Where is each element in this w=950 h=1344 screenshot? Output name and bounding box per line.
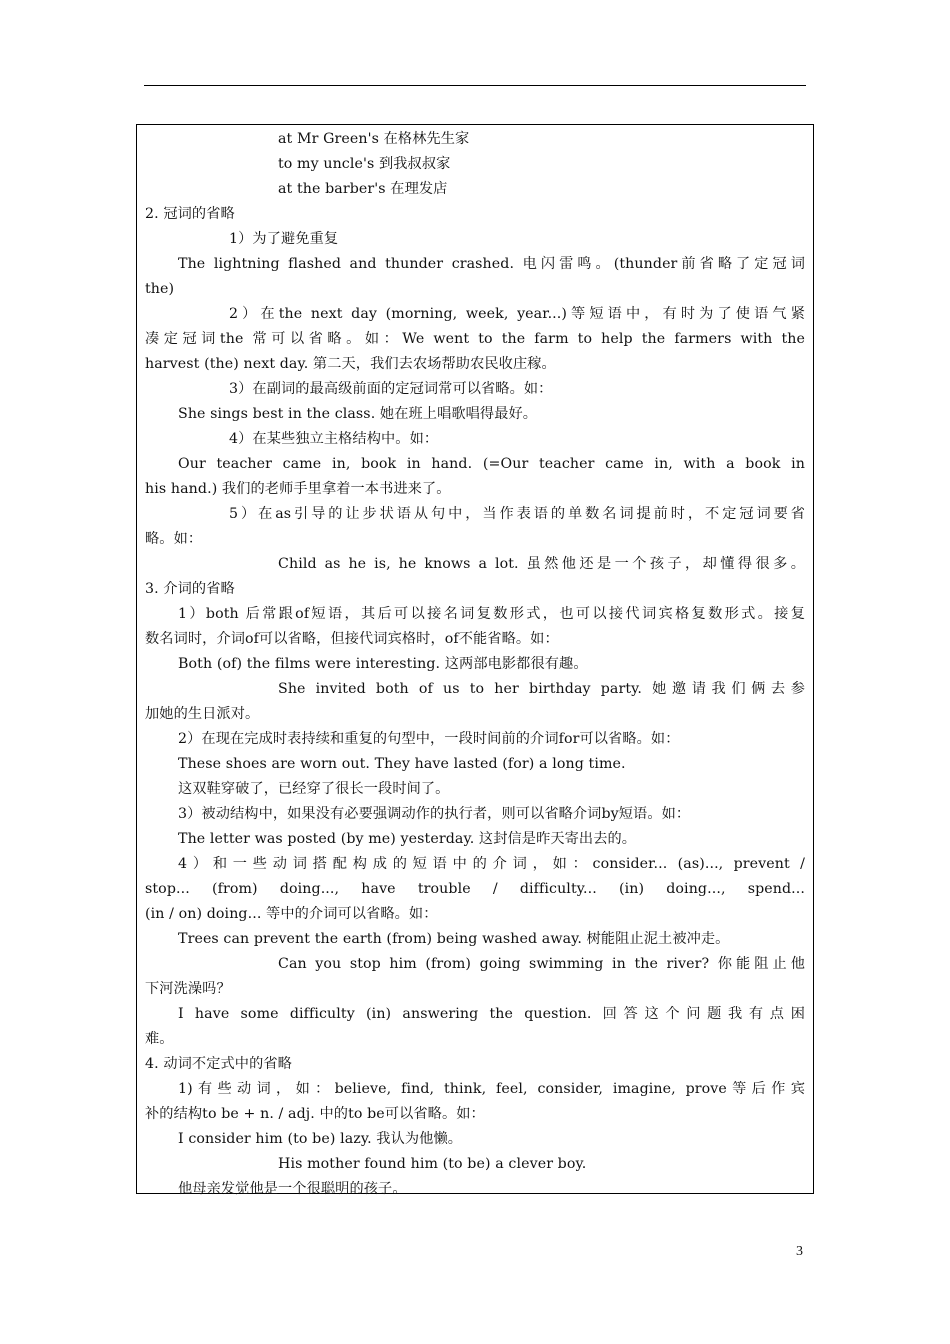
text-line: 他母亲发觉他是一个很聪明的孩子。 [178, 1181, 407, 1197]
text-line: Both (of) the films were interesting. 这两部电影都很有趣。 [178, 656, 588, 672]
text-line: His mother found him (to be) a clever boy. [278, 1156, 587, 1172]
text-line: Child as he is, he knows a lot. 虽然他还是一个孩子，却懂得很多。 [278, 556, 805, 572]
text-line: I have some difficulty (in) answering the question. 回答这个问题我有点困 [178, 1006, 805, 1022]
text-line: 1)有些动词，如：believe, find, think, feel, consider, imagine, prove等后作宾 [178, 1081, 805, 1097]
header-rule [144, 85, 806, 86]
text-line: 2）在the next day (morning, week, year...)等短语中，有时为了使语气紧 [229, 306, 805, 322]
page-number: 3 [796, 1244, 803, 1259]
text-line: Trees can prevent the earth (from) being washed away. 树能阻止泥土被冲走。 [178, 931, 730, 947]
text-line: 1）为了避免重复 [229, 231, 339, 247]
text-line: 略。如： [145, 531, 203, 547]
text-line: The letter was posted (by me) yesterday. 这封信是昨天寄出去的。 [178, 831, 637, 847]
text-line: his hand.) 我们的老师手里拿着一本书进来了。 [145, 481, 451, 497]
section-heading: 2. 冠词的省略 [145, 206, 235, 222]
text-line: 3）在副词的最高级前面的定冠词常可以省略。如： [229, 381, 553, 397]
text-line: 5）在as引导的让步状语从句中，当作表语的单数名词提前时，不定冠词要省 [229, 506, 805, 522]
text-line: to my uncle's 到我叔叔家 [278, 156, 451, 172]
text-line: at Mr Green's 在格林先生家 [278, 131, 470, 147]
text-line: 这双鞋穿破了，已经穿了很长一段时间了。 [178, 781, 450, 797]
text-line: the) [145, 281, 175, 297]
text-line: She sings best in the class. 她在班上唱歌唱得最好。 [178, 406, 538, 422]
text-line: Can you stop him (from) going swimming in the river? 你能阻止他 [278, 956, 805, 972]
text-line: 4）在某些独立主格结构中。如： [229, 431, 439, 447]
text-line: 3）被动结构中，如果没有必要强调动作的执行者，则可以省略介词by短语。如： [178, 806, 691, 822]
text-line: 2）在现在完成时表持续和重复的句型中，一段时间前的介词for可以省略。如： [178, 731, 680, 747]
text-line: The lightning flashed and thunder crashed. 电闪雷鸣。(thunder前省略了定冠词 [178, 256, 805, 272]
text-line: (in / on) doing... 等中的介词可以省略。如： [145, 906, 438, 922]
text-line: She invited both of us to her birthday party. 她邀请我们俩去参 [278, 681, 805, 697]
text-line: 下河洗澡吗？ [145, 981, 231, 997]
text-line: These shoes are worn out. They have lasted (for) a long time. [178, 756, 626, 772]
text-line: 凑定冠词the 常可以省略。如：We went to the farm to help the farmers with the [145, 331, 805, 347]
text-line: I consider him (to be) lazy. 我认为他懒。 [178, 1131, 463, 1147]
text-line: 4）和一些动词搭配构成的短语中的介词，如：consider... (as)..., prevent / [178, 856, 805, 872]
text-line: harvest (the) next day. 第二天，我们去农场帮助农民收庄稼。 [145, 356, 556, 372]
text-line: 难。 [145, 1031, 174, 1047]
text-line: at the barber's 在理发店 [278, 181, 448, 197]
text-line: Our teacher came in, book in hand. (=Our teacher came in, with a book in [178, 456, 805, 472]
text-line: 数名词时，介词of可以省略，但接代词宾格时，of不能省略。如： [145, 631, 559, 647]
content-table-cell [136, 124, 814, 1197]
section-heading: 3. 介词的省略 [145, 581, 235, 597]
text-line: 加她的生日派对。 [145, 706, 260, 722]
text-line: 1）both 后常跟of短语，其后可以接名词复数形式，也可以接代词宾格复数形式。接复 [178, 606, 805, 622]
section-heading: 4. 动词不定式中的省略 [145, 1056, 292, 1072]
text-line: stop... (from) doing..., have trouble / difficulty... (in) doing..., spend... [145, 881, 805, 897]
text-line: 补的结构to be + n. / adj. 中的to be可以省略。如： [145, 1106, 485, 1122]
